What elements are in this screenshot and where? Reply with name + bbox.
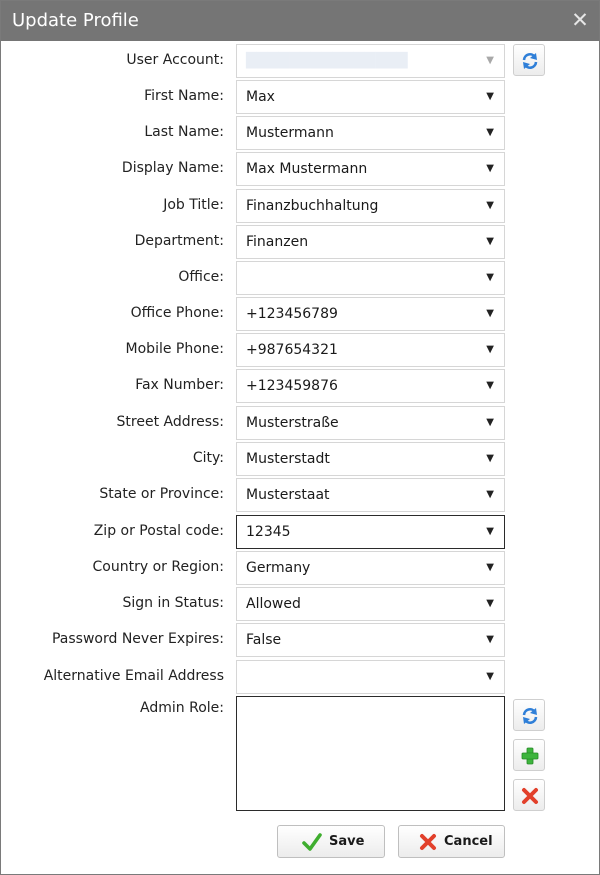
save-button[interactable] <box>277 825 385 858</box>
cancel-x-icon <box>418 832 438 852</box>
chevron-down-icon[interactable]: ▼ <box>486 526 494 537</box>
first-name-row <box>1 80 600 114</box>
sign-in-status-dropdown[interactable] <box>236 587 505 621</box>
user-account-dropdown[interactable] <box>236 44 505 78</box>
office-phone-value: +123456789 <box>246 306 338 322</box>
chevron-down-icon[interactable]: ▼ <box>486 417 494 428</box>
last-name-dropdown[interactable] <box>236 116 505 150</box>
state-or-province-value: Musterstaat <box>246 487 330 503</box>
office-phone-label: Office Phone: <box>130 305 224 321</box>
city-row <box>1 442 600 476</box>
sign-in-status-value: Allowed <box>246 596 301 612</box>
cancel-button-label: Cancel <box>444 834 493 849</box>
sign-in-status-label: Sign in Status: <box>122 595 224 611</box>
street-address-dropdown[interactable] <box>236 406 505 440</box>
remove-x-icon <box>520 786 540 806</box>
last-name-row <box>1 116 600 150</box>
chevron-down-icon[interactable]: ▼ <box>486 91 494 102</box>
checkmark-icon <box>302 832 322 852</box>
department-row <box>1 225 600 259</box>
user-account-row <box>1 44 600 78</box>
add-admin-role-button[interactable] <box>513 739 545 771</box>
display-name-dropdown[interactable] <box>236 152 505 186</box>
password-never-expires-dropdown[interactable] <box>236 623 505 657</box>
chevron-down-icon[interactable]: ▼ <box>486 200 494 211</box>
department-dropdown[interactable] <box>236 225 505 259</box>
office-dropdown[interactable] <box>236 261 505 295</box>
state-or-province-label: State or Province: <box>99 486 224 502</box>
country-or-region-row <box>1 551 600 585</box>
fax-number-label: Fax Number: <box>135 377 224 393</box>
city-value: Musterstadt <box>246 451 330 467</box>
sign-in-status-row <box>1 587 600 621</box>
first-name-label: First Name: <box>144 88 224 104</box>
country-or-region-label: Country or Region: <box>92 559 224 575</box>
job-title-dropdown[interactable] <box>236 189 505 223</box>
office-row <box>1 261 600 295</box>
cancel-button[interactable] <box>398 825 505 858</box>
fax-number-value: +123459876 <box>246 378 338 394</box>
job-title-label: Job Title: <box>163 197 224 213</box>
fax-number-dropdown[interactable] <box>236 369 505 403</box>
mobile-phone-row <box>1 333 600 367</box>
street-address-row <box>1 406 600 440</box>
job-title-value: Finanzbuchhaltung <box>246 198 379 214</box>
refresh-icon <box>520 706 540 726</box>
chevron-down-icon[interactable]: ▼ <box>486 671 494 682</box>
display-name-label: Display Name: <box>121 160 224 176</box>
chevron-down-icon[interactable]: ▼ <box>486 453 494 464</box>
department-value: Finanzen <box>246 234 309 250</box>
zip-or-postal-code-label: Zip or Postal code: <box>93 523 224 539</box>
refresh-icon <box>520 51 540 71</box>
chevron-down-icon[interactable]: ▼ <box>486 634 494 645</box>
close-icon[interactable]: ✕ <box>571 8 589 32</box>
chevron-down-icon[interactable]: ▼ <box>486 236 494 247</box>
password-never-expires-label: Password Never Expires: <box>51 631 224 647</box>
chevron-down-icon[interactable]: ▼ <box>486 598 494 609</box>
mobile-phone-label: Mobile Phone: <box>125 341 224 357</box>
save-button-label: Save <box>329 834 365 849</box>
department-label: Department: <box>134 233 224 249</box>
chevron-down-icon[interactable]: ▼ <box>486 127 494 138</box>
refresh-admin-role-button[interactable] <box>513 699 545 731</box>
remove-admin-role-button[interactable] <box>513 779 545 811</box>
plus-icon <box>520 746 540 766</box>
dialog-title: Update Profile <box>12 10 139 31</box>
state-or-province-dropdown[interactable] <box>236 478 505 512</box>
zip-or-postal-code-value: 12345 <box>246 524 291 540</box>
admin-role-listbox[interactable] <box>236 696 505 811</box>
mobile-phone-dropdown[interactable] <box>236 333 505 367</box>
country-or-region-dropdown[interactable] <box>236 551 505 585</box>
chevron-down-icon[interactable]: ▼ <box>486 55 494 66</box>
chevron-down-icon[interactable]: ▼ <box>486 163 494 174</box>
mobile-phone-value: +987654321 <box>246 342 338 358</box>
street-address-value: Musterstraße <box>246 415 339 431</box>
zip-or-postal-code-dropdown[interactable] <box>236 515 505 549</box>
state-or-province-row <box>1 478 600 512</box>
password-never-expires-row <box>1 623 600 657</box>
chevron-down-icon[interactable]: ▼ <box>486 344 494 355</box>
user-account-label: User Account: <box>126 52 224 68</box>
office-phone-row <box>1 297 600 331</box>
first-name-dropdown[interactable] <box>236 80 505 114</box>
refresh-user-account-button[interactable] <box>513 44 545 76</box>
last-name-label: Last Name: <box>144 124 224 140</box>
job-title-row <box>1 189 600 223</box>
zip-or-postal-code-row <box>1 515 600 549</box>
display-name-value: Max Mustermann <box>246 161 368 177</box>
title-bar <box>1 1 599 41</box>
chevron-down-icon[interactable]: ▼ <box>486 380 494 391</box>
display-name-row <box>1 152 600 186</box>
city-label: City: <box>192 450 224 466</box>
admin-role-label: Admin Role: <box>140 700 224 716</box>
alternative-email-address-label: Alternative Email Address <box>43 668 224 684</box>
chevron-down-icon[interactable]: ▼ <box>486 308 494 319</box>
chevron-down-icon[interactable]: ▼ <box>486 562 494 573</box>
last-name-value: Mustermann <box>246 125 334 141</box>
password-never-expires-value: False <box>246 632 282 648</box>
fax-number-row <box>1 369 600 403</box>
street-address-label: Street Address: <box>116 414 224 430</box>
country-or-region-value: Germany <box>246 560 311 576</box>
chevron-down-icon[interactable]: ▼ <box>486 272 494 283</box>
office-label: Office: <box>178 269 224 285</box>
alternative-email-address-row <box>1 660 600 694</box>
user-account-value: ███████████████ <box>246 53 408 69</box>
first-name-value: Max <box>246 89 275 105</box>
alternative-email-address-dropdown[interactable] <box>236 660 505 694</box>
chevron-down-icon[interactable]: ▼ <box>486 489 494 500</box>
city-dropdown[interactable] <box>236 442 505 476</box>
office-phone-dropdown[interactable] <box>236 297 505 331</box>
